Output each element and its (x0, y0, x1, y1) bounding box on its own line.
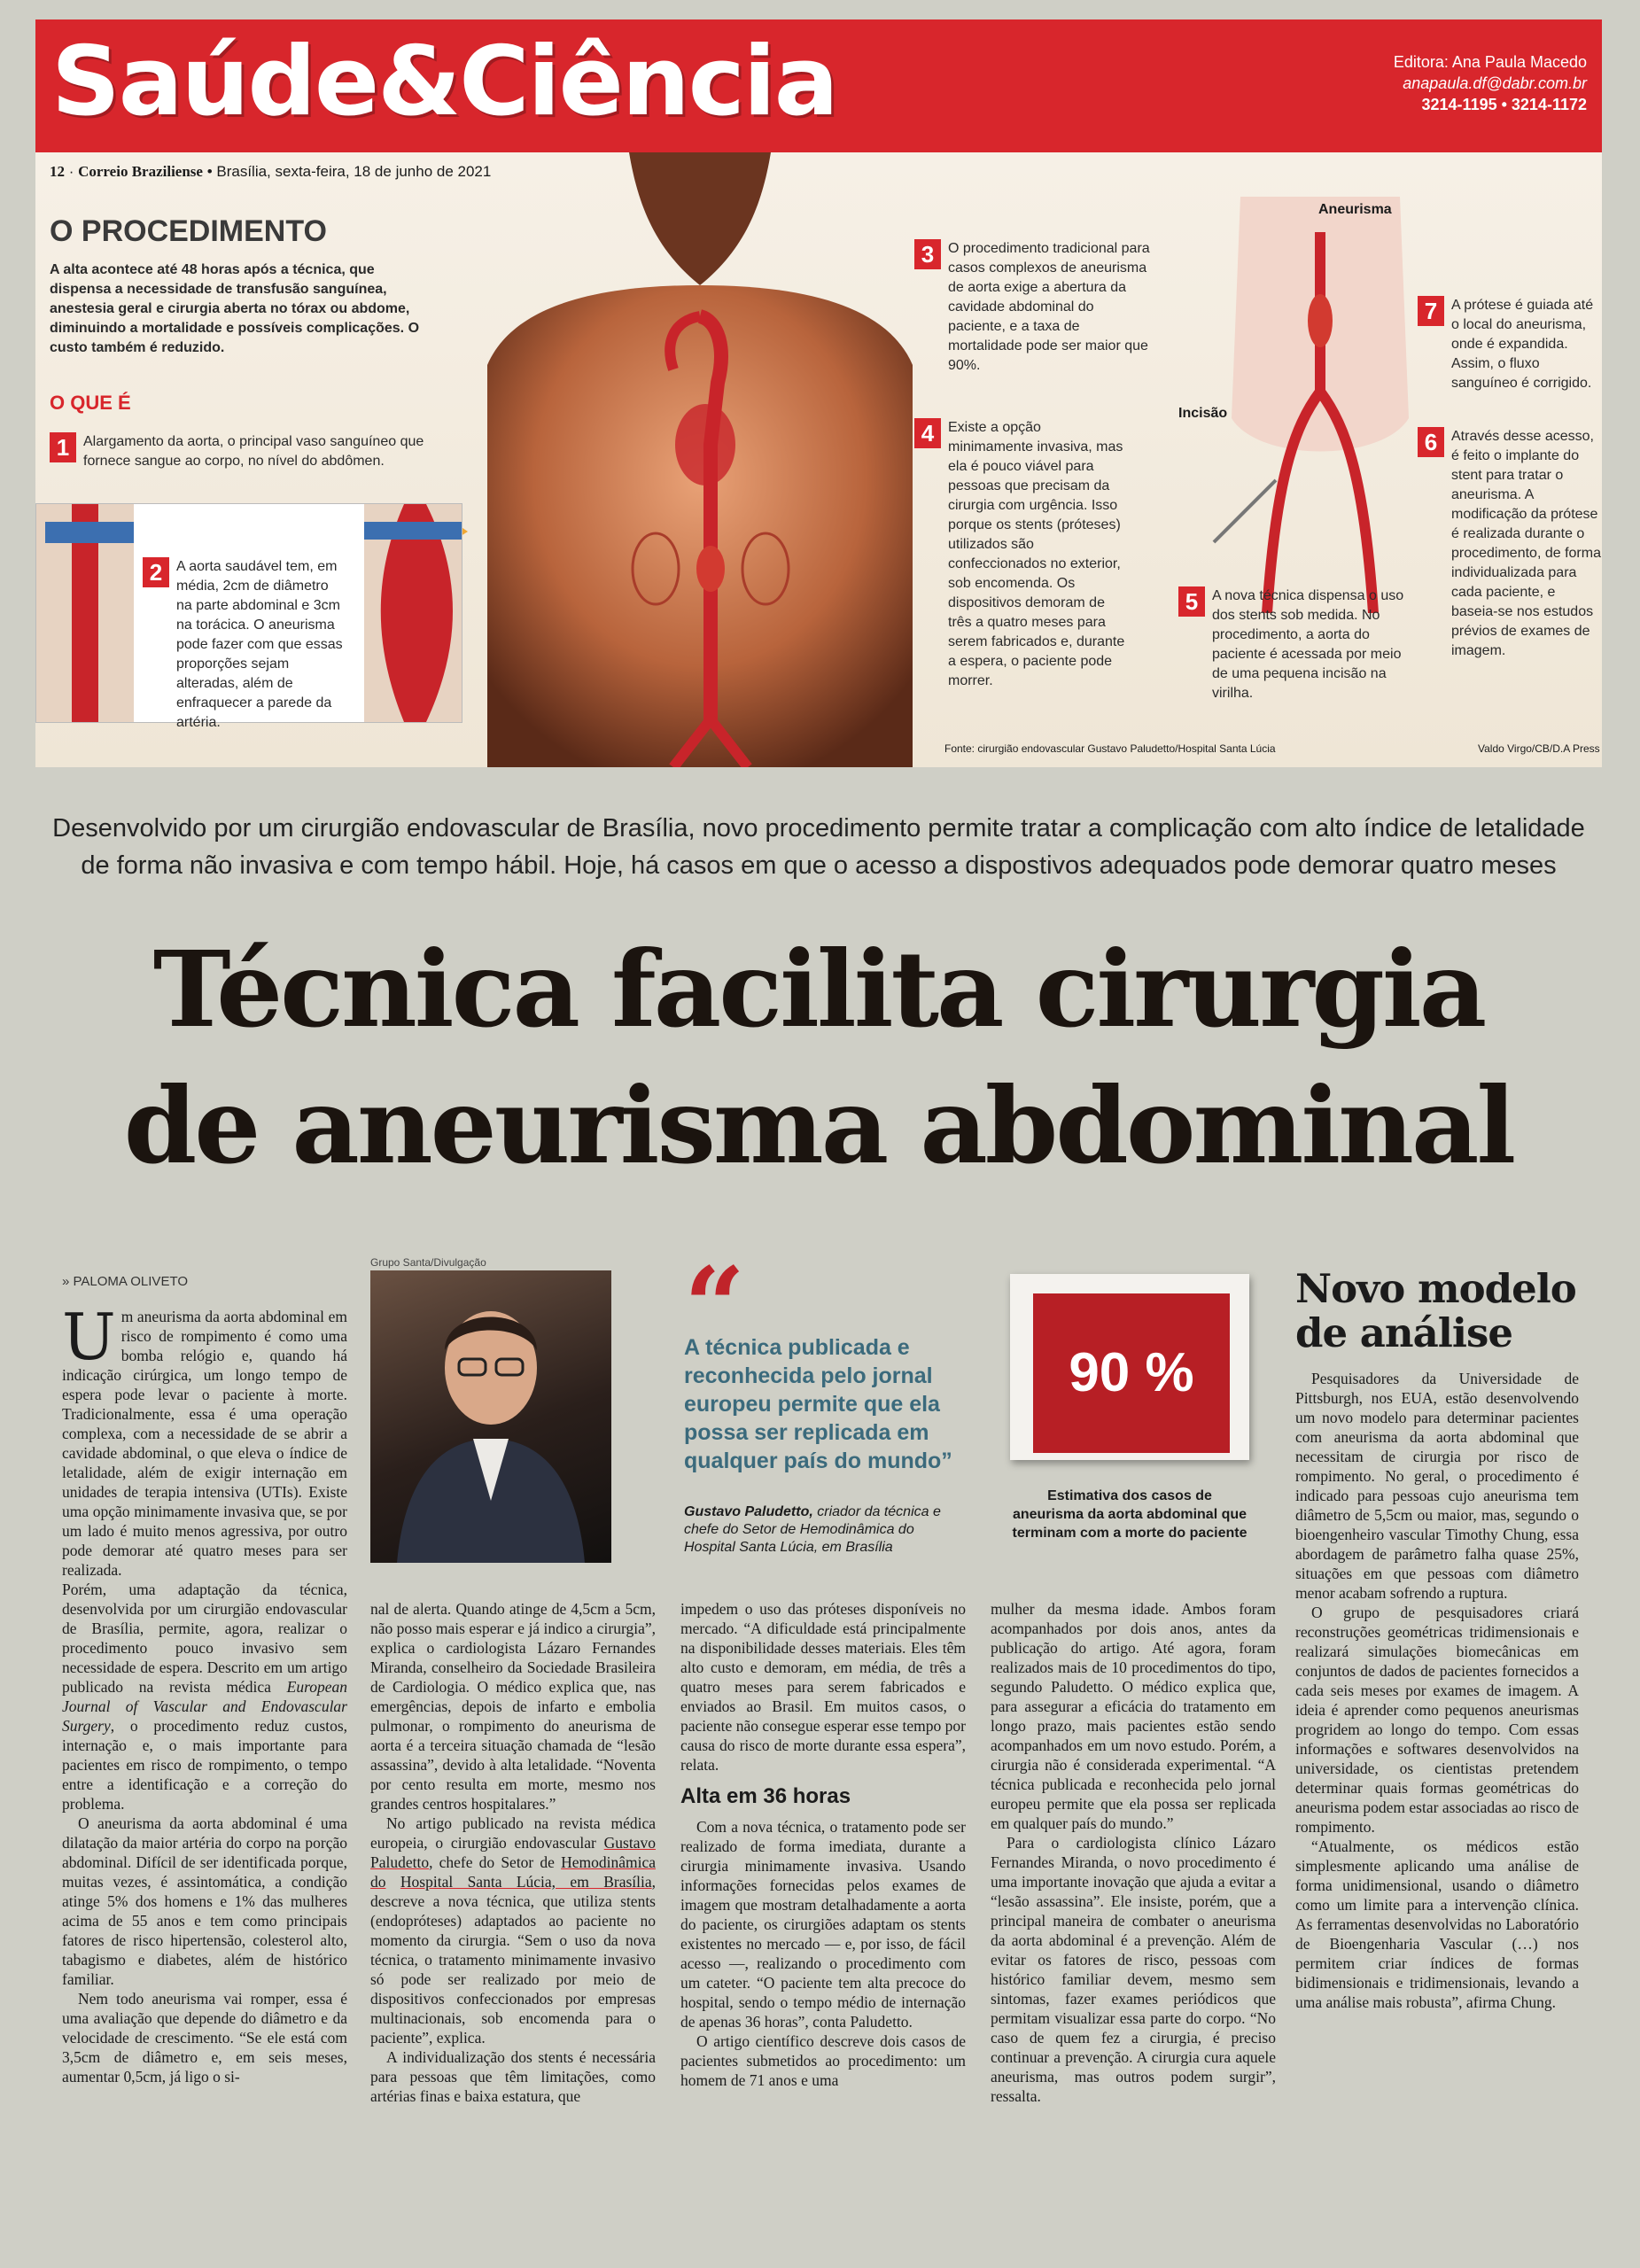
artery-inset (35, 503, 462, 730)
col2-p2-a: No artigo publicado na revista médica europeia, o cirurgião endovascular (370, 1814, 656, 1852)
section-title: Saúde&Ciência (51, 27, 837, 137)
col2-p2-c (386, 1873, 400, 1891)
sidebar-column (1295, 1369, 1579, 2012)
headline-line-1: Técnica facilita cirurgia (152, 928, 1485, 1051)
col2-paragraph-3: A individualização dos stents é necessária para pessoas que têm limitações, como artérias finas e baixa estatura, que (370, 2048, 656, 2105)
editor-email[interactable]: anapaula.df@dabr.com.br (1403, 74, 1587, 92)
aneurysm-bulge (696, 546, 725, 592)
step-2 (143, 557, 343, 730)
page-number: 12 (50, 163, 65, 180)
headline-line-2: de aneurisma abdominal (123, 1064, 1514, 1187)
step-1 (50, 432, 424, 469)
step-5 (1178, 586, 1404, 701)
byline: » PALOMA OLIVETO (62, 1274, 189, 1289)
sidebar-paragraph-3: “Atualmente, os médicos estão simplesmente aplicando uma análise de forma unidimensional, usando o diâmetro como um limite para a intervenção clínica. As ferramentas desenvolvidas no Laboratório de Bioengenharia Vascular (…) nos permitem criar índices de formas bidimensionais e tridimensionais, levando a uma análise mais robusta”, afirma Chung. (1295, 1837, 1579, 2011)
step-5-text: A nova técnica dispensa o uso dos stents sob medida. No procedimento, a aorta do paciente é acessada por meio de uma pequena incisão na virilha. (1212, 588, 1404, 701)
surgeon-photo (370, 1270, 611, 1563)
infographic-credit: Valdo Virgo/CB/D.A Press (1478, 742, 1600, 755)
label-aneurisma: Aneurisma (1318, 202, 1392, 217)
step-1-text: Alargamento da aorta, o principal vaso sanguíneo que fornece sangue ao corpo, no nível do abdômen. (83, 434, 424, 469)
step-7-text: A prótese é guiada até o local do aneurisma, onde é expandida. Assim, o fluxo sanguíneo é corrigido. (1451, 298, 1594, 391)
col2-p2-d: , descreve a nova técnica, que utiliza stents (endopróteses) adaptados ao paciente no momento da cirurgia. “Sem o uso da nova técnica, o tratamento minimamente invasivo só pode ser realizado por meio de dispositivos confeccionados por empresas multinacionais, sob encomenda para o paciente”, explica. (370, 1873, 657, 2047)
label-incisao: Incisão (1178, 406, 1228, 421)
paragraph-2b: , o procedimento reduz custos, internação e, o mais importante para pacientes em risco de rompimento, o tempo entre a identificação e a correção do problema. (62, 1717, 347, 1813)
step-7-number: 7 (1418, 296, 1444, 326)
quote-attr-rest: criador da técnica e chefe do Setor de Hemodinâmica do Hospital Santa Lúcia, em Brasília (684, 1504, 941, 1555)
article-column-3 (680, 1599, 966, 2090)
step-3-number: 3 (914, 239, 941, 269)
sidebar-paragraph-2: O grupo de pesquisadores criará reconstruções geométricas tridimensionais e realizará simulações biomecânicas em conjuntos de dados de pacientes fornecidos a cada seis meses por exames de imagem. A ideia é aprender como pequenos aneurismas progridem ao longo do tempo. Com essas informações e softwares desenvolvidos na universidade, os cientistas pretendem determinar quais formas geométricas do aneurisma podem estar associadas ao risco de rompimento. (1295, 1604, 1579, 1836)
sidebar-title: Novo modelo de análise (1295, 1265, 1576, 1356)
journal-name: European Journal of Vascular and Endovascular Surgery (62, 1678, 347, 1735)
dropcap: U (62, 1300, 116, 1374)
step-4 (914, 418, 1125, 688)
surgeon-portrait-image (370, 1270, 611, 1563)
aneurysm-artery-figure (364, 504, 462, 722)
sidebar-paragraph-1: Pesquisadores da Universidade de Pittsburgh, nos EUA, estão desenvolvendo um novo modelo para determinar pacientes com aneurisma da aorta abdominal que necessitam de cirurgia por risco de rompimento. No geral, o procedimento é indicado para pessoas cujo aneurisma tem diâmetro de 5,5cm ou maior, mas, segundo o bioengenheiro vascular Timothy Chung, essa abordagem de parâmetro falha quase 25%, situações em que pessoas com diâmetro menor acabam sofrendo a ruptura. (1295, 1370, 1579, 1602)
surgeon-name-link: Gustavo Paludetto (370, 1834, 656, 1871)
step-7 (1418, 296, 1594, 391)
col3-paragraph-2: Com a nova técnica, o tratamento pode ser realizado de forma imediata, durante a cirurgia minimamente invasiva. Usando informações fornecidas pelos exames de imagem que mostram detalhadamente a aorta do paciente, os cirurgiões adaptam os stents existentes no mercado — e, por isso, de fácil acesso —, realizando o procedimento com um cateter. “O paciente tem alta precoce do hospital, sendo o tempo médio de internação de apenas 36 horas”, conta Paludetto. (680, 1818, 966, 2031)
col2-paragraph-1: nal de alerta. Quando atinge de 4,5cm a 5cm, não posso mais esperar e já indico a cirurgia”, explica o cardiologista Lázaro Fernandes Miranda, conselheiro da Sociedade Brasileira de Cardiologia. O médico explica que, nas emergências, depois de infarto e embolia pulmonar, o rompimento do aneurisma de aorta é a terceira situação chamada de “lesão assassina”, devido à alta letalidade. “Noventa por cento resulta em morte, mesmo nos grandes centros hospitalares.” (370, 1600, 656, 1813)
col4-paragraph-1: mulher da mesma idade. Ambos foram acompanhados por dois anos, antes da publicação do artigo. Até agora, foram realizados mais de 10 procedimentos do tipo, segundo Paludetto. O médico explica que, para assegurar a eficácia do tratamento em longo prazo, mais pacientes estão sendo acompanhados em um novo estudo. Porém, a cirurgia não é considerada experimental. “A técnica publicada e reconhecida pelo jornal europeu permite que ela possa ser replicada em qualquer país do mundo.” (991, 1600, 1276, 1832)
step-6 (1418, 427, 1601, 658)
article-column-2 (370, 1599, 656, 2106)
infographic-source: Fonte: cirurgião endovascular Gustavo Paludetto/Hospital Santa Lúcia (944, 742, 1276, 755)
step-2-number: 2 (143, 557, 169, 587)
step-2-text: A aorta saudável tem, em média, 2cm de diâmetro na parte abdominal e 3cm na torácica. O aneurisma pode fazer com que essas proporções sejam alteradas, além de enfraquecer a parede da artéria. (176, 559, 343, 730)
article-subtitle: Desenvolvido por um cirurgião endovascular de Brasília, novo procedimento permite tratar a complicação com alto índice de letalidade de forma não invasiva e com tempo hábil. Hoje, há casos em que o acesso a dispostivos adequados pode demorar quatro meses (52, 814, 1585, 880)
article-column-4 (991, 1599, 1276, 2106)
torso-illustration (452, 152, 948, 767)
healthy-artery-figure (36, 504, 134, 722)
step-6-number: 6 (1418, 427, 1444, 457)
article-column-1 (62, 1300, 347, 2086)
infographic-title: O PROCEDIMENTO (50, 214, 327, 248)
sector-link: Hemodinâmica do (370, 1853, 656, 1891)
step-6-text: Através desse acesso, é feito o implante do stent para tratar o aneurisma. A modificação da prótese é realizada durante o procedimento, de forma individualizada para cada paciente, e baseia-se nos estudos prévios de exames de imagem. (1451, 429, 1601, 658)
step-3 (914, 239, 1150, 373)
pull-quote-attribution (684, 1503, 950, 1557)
step-4-text: Existe a opção minimamente invasiva, mas ela é pouco viável para pessoas que precisam da cirurgia com urgência. Isso porque os stents (próteses) utilizados são confeccionados no exterior, sob encomenda. Os dispositivos demoram de três a quatro meses para serem fabricados e, durante a espera, o paciente pode morrer. (948, 420, 1125, 688)
col3-paragraph-3: O artigo científico descreve dois casos de pacientes submetidos ao procedimento: um homem de 71 anos e uma (680, 2032, 966, 2089)
hospital-link: Hospital Santa Lúcia, em Brasília (400, 1873, 652, 1891)
newspaper-name: Correio Braziliense (78, 163, 203, 180)
step-4-number: 4 (914, 418, 941, 448)
pull-quote: A técnica publicada e reconhecida pelo jornal europeu permite que ela possa ser replicada em qualquer país do mundo” (684, 1335, 952, 1473)
torso-shape (487, 285, 913, 767)
col3-paragraph-1: impedem o uso das próteses disponíveis no mercado. “A dificuldade está principalmente na disponibilidade desses materiais. Eles têm alto custo e demoram, em média, de três a quatro meses para serem fabricados e enviados ao Brasil. Em muitos casos, o paciente não consegue esperar esse tempo por causa do risco de morte durante essa espera”, relata. (680, 1600, 966, 1774)
page-date: • Brasília, sexta-feira, 18 de junho de 2021 (206, 163, 492, 180)
col2-p2-b: , chefe do Setor de (429, 1853, 562, 1871)
step-3-text: O procedimento tradicional para casos complexos de aneurisma de aorta exige a abertura da cavidade abdominal do paciente, e a taxa de mortalidade pode ser maior que 90%. (948, 241, 1150, 373)
paragraph-1: m aneurisma da aorta abdominal em risco de rompimento é como uma bomba relógio e, quando há indicação cirúrgica, um longo tempo de espera pode levar o paciente à morte. Tradicionalmente, essa é uma operação complexa, com a necessidade de se abrir a cavidade abdominal, o que eleva o índice de letalidade, além de exigir internação em unidades de terapia intensiva (UTIs). Existe uma opção minimamente invasiva que, se por um lado é muito menos agressiva, por outro pode demorar até quatro meses para ser realizada. (62, 1308, 347, 1579)
paragraph-4: Nem todo aneurisma vai romper, essa é uma avaliação que depende do diâmetro e da velocidade de crescimento. “Se ele está com 3,5cm de diâmetro e, em seis meses, aumentar 0,5cm, já ligo o si- (62, 1990, 347, 2085)
paragraph-3: O aneurisma da aorta abdominal é uma dilatação da maior artéria do corpo na porção abdominal. Difícil de ser identificada porque, muitas vezes, é assintomática, a condição atinge 5% dos homens e 1% das mulheres acima de 55 anos e tem como principais fatores de risco hipertensão, colesterol alto, tabagismo e diabetes, além de histórico familiar. (62, 1814, 347, 1988)
crosshead: Alta em 36 horas (680, 1784, 851, 1808)
article-headline (35, 921, 1602, 1194)
stent-diagram (1187, 197, 1453, 613)
photo-credit: Grupo Santa/Divulgação (370, 1256, 486, 1269)
step-1-number: 1 (50, 432, 76, 462)
infographic (35, 152, 1602, 767)
editor-info (1394, 51, 1587, 115)
step-5-number: 5 (1178, 586, 1205, 617)
editor-phone: 3214-1195 • 3214-1172 (1421, 96, 1587, 113)
quote-attr-name: Gustavo Paludetto, (684, 1504, 813, 1519)
stat-value: 90 % (1033, 1293, 1230, 1453)
stat-caption: Estimativa dos casos de aneurisma da aorta abdominal que terminam com a morte do paciente (1012, 1488, 1247, 1541)
editor-label: Editora: Ana Paula Macedo (1393, 53, 1587, 71)
page-folio: 12 · Correio Braziliense • Brasília, sexta-feira, 18 de junho de 2021 (50, 163, 492, 180)
paragraph-2a: Porém, uma adaptação da técnica, desenvolvida por um cirurgião endovascular de Brasília, permite, agora, realizar o procedimento pouco invasivo sem necessidade de espera. Descrito em um artigo publicado na revista médica (62, 1581, 347, 1696)
neck-shape (629, 152, 771, 285)
quote-mark-icon: “ (684, 1244, 746, 1369)
what-is-heading: O QUE É (50, 392, 131, 414)
col4-paragraph-2: Para o cardiologista clínico Lázaro Fernandes Miranda, o novo procedimento é uma importante inovação que ajuda a evitar a “lesão assassina”. Ele insiste, porém, que a principal maneira de combater o aneurisma da aorta abdominal é a prevenção. Além de evitar os fatores de risco, pessoas com histórico familiar devem, mesmo sem sintomas, fazer exames periódicos que permitam visualizar essa parte do corpo. “No caso de quem fez a cirurgia, é preciso continuar a prevenção. A cirurgia cura aquele aneurisma, mas outros podem surgir”, ressalta. (991, 1834, 1276, 2105)
infographic-intro: A alta acontece até 48 horas após a técnica, que dispensa a necessidade de transfusão sanguínea, anestesia geral e cirurgia aberta no tórax ou abdome, diminuindo a mortalidade e possíveis complicações. O custo também é reduzido. (50, 262, 420, 355)
heart-shape (675, 404, 735, 485)
